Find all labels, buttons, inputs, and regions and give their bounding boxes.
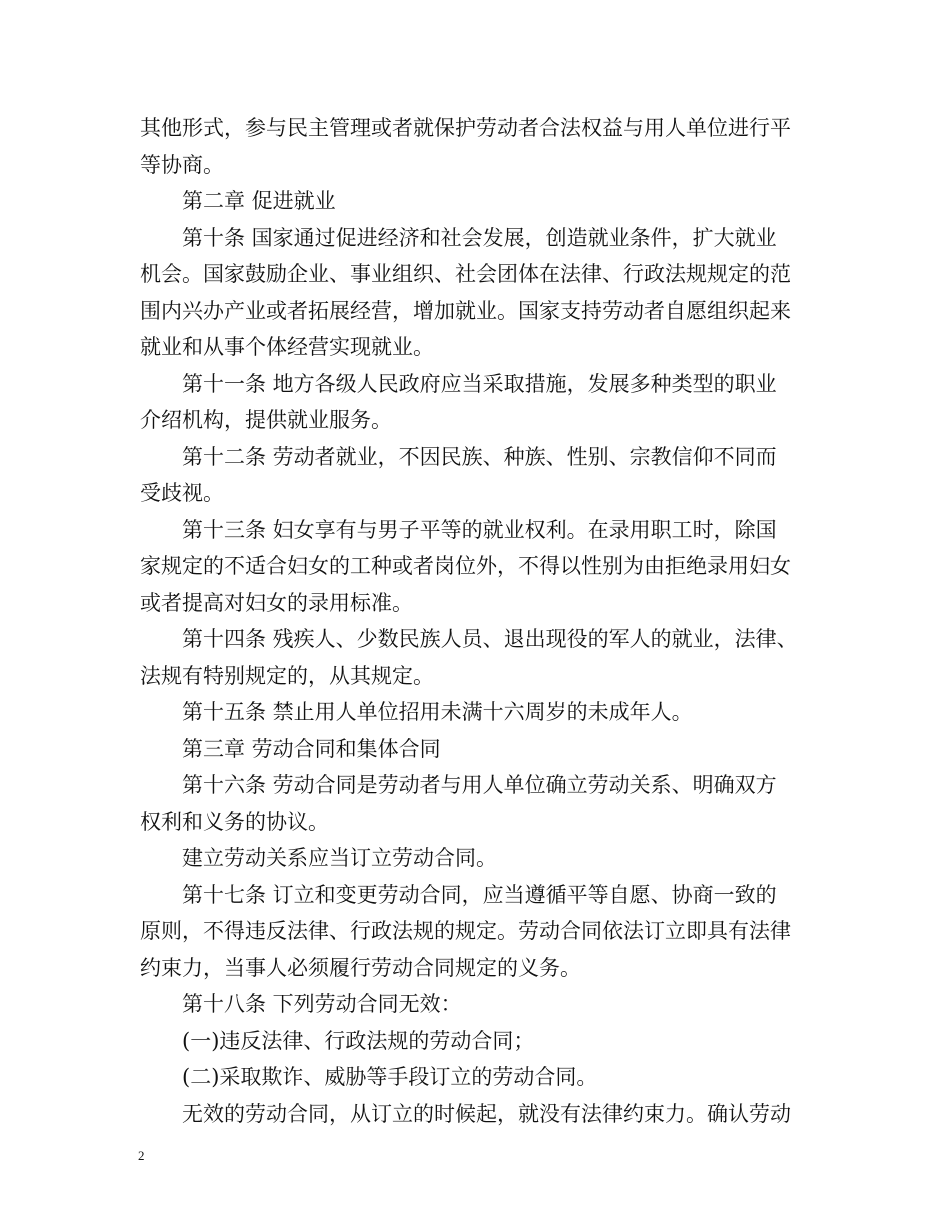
text-line: 其他形式，参与民主管理或者就保护劳动者合法权益与用人单位进行平 — [140, 116, 791, 140]
text-line: 机会。国家鼓励企业、事业组织、社会团体在法律、行政法规规定的范 — [140, 262, 791, 286]
text-line: 第十一条 地方各级人民政府应当采取措施，发展多种类型的职业 — [182, 371, 777, 396]
text-line: 第十五条 禁止用人单位招用未满十六周岁的未成年人。 — [182, 700, 693, 724]
text-line: 第十四条 残疾人、少数民族人员、退出现役的军人的就业，法律、 — [182, 627, 798, 651]
text-line: 无效的劳动合同，从订立的时候起，就没有法律约束力。确认劳动 — [182, 1101, 791, 1126]
text-line: 第十六条 劳动合同是劳动者与用人单位确立劳动关系、明确双方 — [182, 773, 777, 797]
text-line: 第十条 国家通过促进经济和社会发展，创造就业条件，扩大就业 — [182, 225, 777, 250]
text-line: 家规定的不适合妇女的工种或者岗位外，不得以性别为由拒绝录用妇女 — [140, 554, 791, 578]
text-line: 第二章 促进就业 — [182, 189, 336, 213]
text-line: (二)采取欺诈、威胁等手段订立的劳动合同。 — [182, 1065, 598, 1089]
text-line: 第十八条 下列劳动合同无效： — [182, 992, 462, 1016]
text-line: 第十七条 订立和变更劳动合同，应当遵循平等自愿、协商一致的 — [182, 882, 777, 907]
text-line: 等协商。 — [140, 152, 224, 177]
text-line: 法规有特别规定的，从其规定。 — [140, 663, 434, 688]
text-line: 第三章 劳动合同和集体合同 — [182, 736, 441, 761]
text-line: 或者提高对妇女的录用标准。 — [140, 590, 413, 615]
text-line: 第十三条 妇女享有与男子平等的就业权利。在录用职工时，除国 — [182, 517, 777, 542]
text-line: 受歧视。 — [140, 481, 224, 505]
text-line: 就业和从事个体经营实现就业。 — [140, 335, 434, 359]
page-number: 2 — [138, 1148, 145, 1163]
text-line: 建立劳动关系应当订立劳动合同。 — [182, 846, 497, 870]
text-line: 介绍机构，提供就业服务。 — [140, 408, 392, 432]
document-body — [140, 110, 830, 1132]
text-line: 第十二条 劳动者就业，不因民族、种族、性别、宗教信仰不同而 — [182, 444, 777, 469]
text-line: 原则，不得违反法律、行政法规的规定。劳动合同依法订立即具有法律 — [140, 919, 791, 943]
text-line: 权利和义务的协议。 — [140, 809, 329, 834]
text-line: (一)违反法律、行政法规的劳动合同； — [182, 1028, 535, 1053]
text-line: 约束力，当事人必须履行劳动合同规定的义务。 — [140, 955, 581, 980]
text-line: 围内兴办产业或者拓展经营，增加就业。国家支持劳动者自愿组织起来 — [140, 298, 791, 323]
